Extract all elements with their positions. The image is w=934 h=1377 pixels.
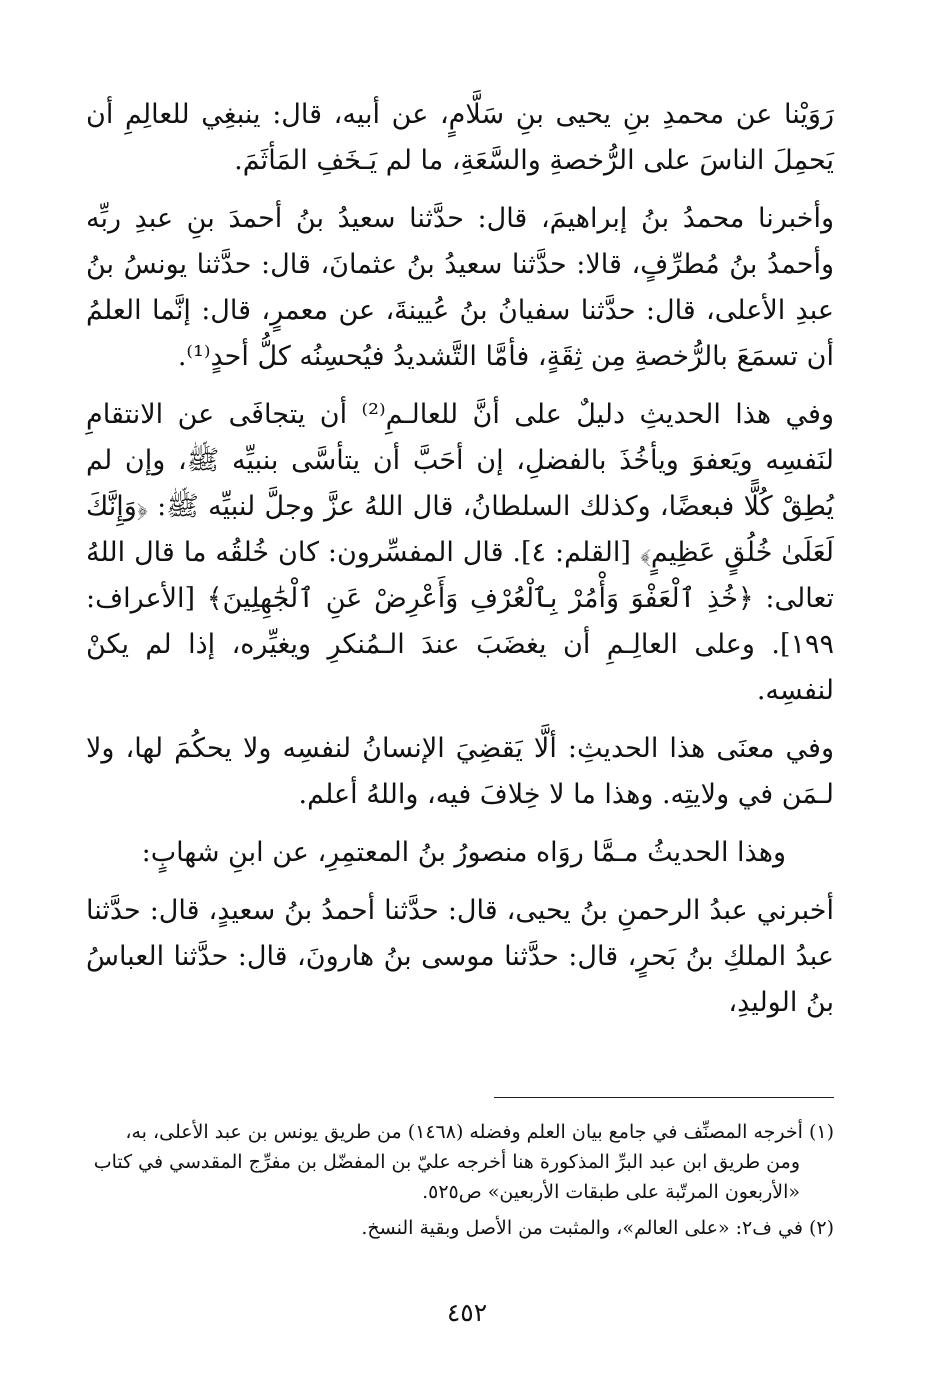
paragraph-5: وهذا الحديثُ مـمَّا روَاه منصورُ بنُ المعتمِرِ، عن ابنِ شهابٍ: [141,837,786,868]
paragraph-4: وفي معنَى هذا الحديثِ: ألَّا يَقضِيَ الإنسانُ لنفسِه ولا يحكُمَ لها، ولا لـمَن في ولايتِه. وهذا ما لا خِلافَ فيه، واللهُ أعلم. [86,733,834,810]
main-text [86,92,834,1026]
paragraph-3: وفي هذا الحديثِ دليلٌ على أنَّ للعالـمِ⁽²⁾ أن يتجافَى عن الانتقامِ لنَفسِه ويَعفوَ ويأخُذَ بالفضلِ، إن أحَبَّ أن يتأسَّى بنبيِّه ﷺ، وإن لم يُطِقْ كُلًّا فبعضًا، وكذلك السلطانُ، قال اللهُ عزَّ وجلَّ لنبيِّه ﷺ: ﴿وَإِنَّكَ لَعَلَىٰ خُلُقٍ عَظِيمٍ﴾ [القلم: ٤]. قال المفسِّرون: كان خُلقُه ما قال اللهُ تعالى: ﴿خُذِ ٱلْعَفْوَ وَأْمُرْ بِٱلْعُرْفِ وَأَعْرِضْ عَنِ ٱلْجَٰهِلِينَ﴾ [الأعراف: ١٩٩]. وعلى العالِـمِ أن يغضَبَ عندَ الـمُنكرِ ويغيِّره، إذا لم يكنْ لنفسِه. [86,399,835,706]
paragraph-2: وأخبرنا محمدُ بنُ إبراهيمَ، قال: حدَّثنا سعيدُ بنُ أحمدَ بنِ عبدِ ربِّه وأحمدُ بنُ مُطرِّفٍ، قالا: حدَّثنا سعيدُ بنُ عثمانَ، قال: حدَّثنا يونسُ بنُ عبدِ الأعلى، قال: حدَّثنا سفيانُ بنُ عُيينةَ، عن معمرٍ، قال: إنَّما العلمُ أن تسمَعَ بالرُّخصةِ مِن ثِقَةٍ، فأمَّا التَّشديدُ فيُحسِنُه كلُّ أحدٍ⁽¹⁾. [86,203,834,372]
footnote-1: (١) أخرجه المصنِّف في جامع بيان العلم وفضله (١٤٦٨) من طريق يونس بن عبد الأعلى، به، ومن طريق ابن عبد البرِّ المذكورة هنا أخرجه عليّ بن المفضّل بن مفرِّج المقدسي في كتاب «الأربعون المرتّبة على طبقات الأربعين» ص٥٢٥. [93,1121,834,1203]
page-number: ٤٥٢ [446,1298,488,1327]
paragraph-6: أخبرني عبدُ الرحمنِ بنُ يحيى، قال: حدَّثنا أحمدُ بنُ سعيدٍ، قال: حدَّثنا عبدُ الملكِ بنُ بَحرٍ، قال: حدَّثنا موسى بنُ هارونَ، قال: حدَّثنا العباسُ بنُ الوليدِ، [86,895,834,1018]
paragraph-1: رَوَيْنا عن محمدِ بنِ يحيى بنِ سَلَّامٍ، عن أبيه، قال: ينبغِي للعالِمِ أن يَحمِلَ الناسَ على الرُّخصةِ والسَّعَةِ، ما لم يَـخَفِ المَأثَمَ. [86,99,834,176]
footnote-2: (٢) في ف٢: «على العالم»، والمثبت من الأصل وبقية النسخ. [361,1217,834,1239]
footnote-separator [494,1097,834,1098]
footnotes [86,1117,834,1243]
